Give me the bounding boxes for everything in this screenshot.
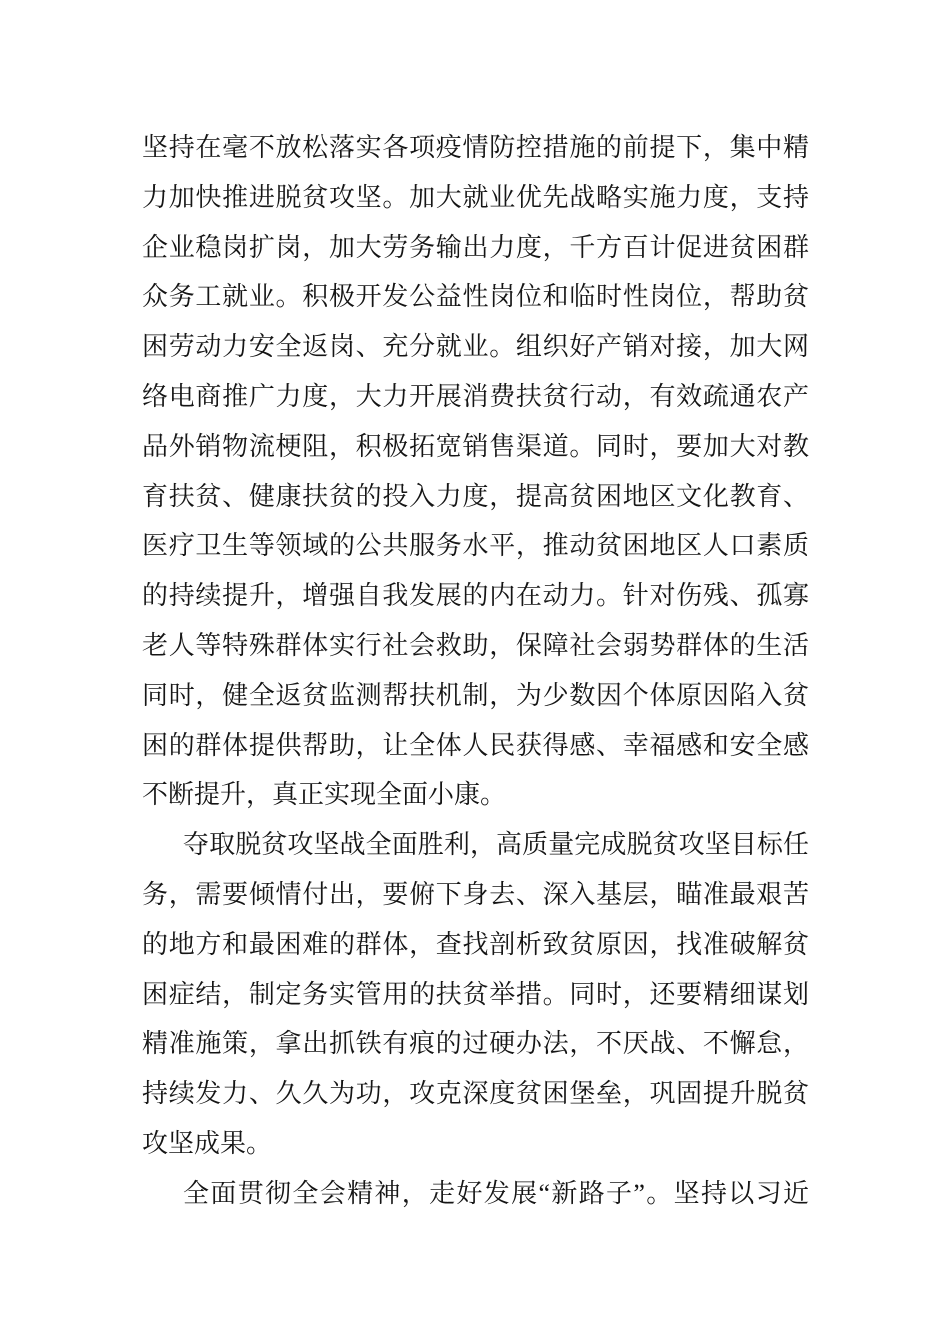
text-line: 众务工就业。积极开发公益性岗位和临时性岗位，帮助贫 bbox=[142, 282, 809, 312]
text-line: 精准施策，拿出抓铁有痕的过硬办法，不厌战、不懈怠， bbox=[142, 1029, 809, 1059]
text-line: 夺取脱贫攻坚战全面胜利，高质量完成脱贫攻坚目标任 bbox=[183, 830, 809, 860]
text-line: 困的群体提供帮助，让全体人民获得感、幸福感和安全感 bbox=[142, 730, 809, 760]
text-line: 不断提升，真正实现全面小康。 bbox=[142, 780, 507, 810]
paragraph bbox=[142, 820, 809, 1169]
text-line: 困症结，制定务实管用的扶贫举措。同时，还要精细谋划 bbox=[142, 979, 809, 1009]
text-line: 的地方和最困难的群体，查找剖析致贫原因，找准破解贫 bbox=[142, 929, 809, 959]
text-line: 困劳动力安全返岗、充分就业。组织好产销对接，加大网 bbox=[142, 332, 809, 362]
paragraph bbox=[142, 1169, 809, 1219]
text-line: 攻坚成果。 bbox=[142, 1128, 273, 1158]
text-line: 育扶贫、健康扶贫的投入力度，提高贫困地区文化教育、 bbox=[142, 481, 809, 511]
text-line: 同时，健全返贫监测帮扶机制，为少数因个体原因陷入贫 bbox=[142, 680, 809, 710]
text-line: 务，需要倾情付出，要俯下身去、深入基层，瞄准最艰苦 bbox=[142, 879, 809, 909]
text-line: 医疗卫生等领域的公共服务水平，推动贫困地区人口素质 bbox=[142, 531, 809, 561]
document-text-block bbox=[142, 123, 809, 1219]
text-line: 坚持在毫不放松落实各项疫情防控措施的前提下，集中精 bbox=[142, 133, 809, 162]
text-line: 络电商推广力度，大力开展消费扶贫行动，有效疏通农产 bbox=[142, 381, 809, 411]
text-line: 企业稳岗扩岗，加大劳务输出力度，千方百计促进贫困群 bbox=[142, 232, 809, 262]
text-line: 品外销物流梗阻，积极拓宽销售渠道。同时，要加大对教 bbox=[142, 431, 809, 461]
text-line: 的持续提升，增强自我发展的内在动力。针对伤残、孤寡 bbox=[142, 581, 809, 611]
paragraph bbox=[142, 123, 809, 820]
text-line: 全面贯彻全会精神，走好发展“新路子”。坚持以习近 bbox=[183, 1178, 809, 1208]
text-line: 老人等特殊群体实行社会救助，保障社会弱势群体的生活 bbox=[142, 630, 809, 660]
text-line: 力加快推进脱贫攻坚。加大就业优先战略实施力度，支持 bbox=[142, 182, 809, 212]
text-line: 持续发力、久久为功，攻克深度贫困堡垒，巩固提升脱贫 bbox=[142, 1079, 809, 1109]
